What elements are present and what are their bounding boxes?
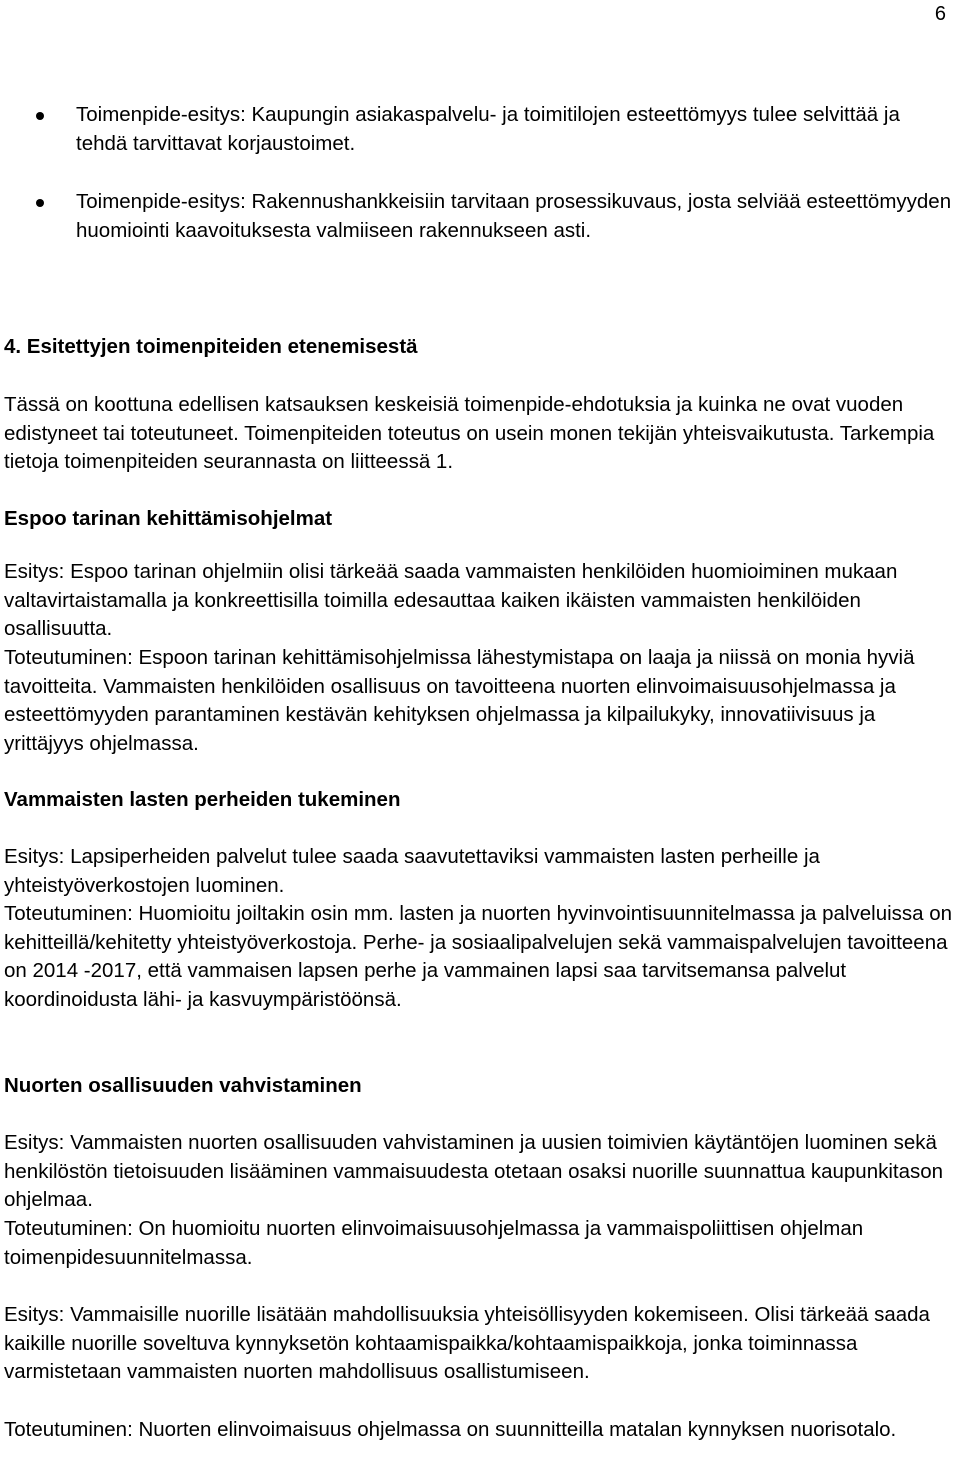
bullet-dot-icon — [36, 199, 44, 207]
status-paragraph: Toteutuminen: Nuorten elinvoimaisuus ohjelmassa on suunnitteilla matalan kynnyksen nuorisotalo. — [4, 1418, 897, 1441]
intro-paragraph: Tässä on koottuna edellisen katsauksen keskeisiä toimenpide-ehdotuksia ja kuinka ne ovat vuoden edistyneet tai toteutuneet. Toimenpiteiden toteutus on usein monen tekijän yhteisvaikutusta. Tarkempia tietoja toimenpiteiden seurannasta on liitteessä 1. — [4, 393, 935, 474]
subsection-heading: Vammaisten lasten perheiden tukeminen — [4, 788, 401, 811]
bullet-text: Toimenpide-esitys: Rakennushankkeisiin tarvitaan prosessikuvaus, josta selviää esteettömyyden huomiointi kaavoituksesta valmiiseen rakennukseen asti. — [76, 190, 952, 242]
bullet-text: Toimenpide-esitys: Kaupungin asiakaspalvelu- ja toimitilojen esteettömyys tulee selvittää ja tehdä tarvittavat korjaustoimet. — [76, 103, 900, 155]
list-item — [0, 101, 956, 158]
proposal-paragraph: Esitys: Lapsiperheiden palvelut tulee saada saavutettaviksi vammaisten lasten perheille ja yhteistyöverkostojen luominen. — [4, 845, 820, 897]
subsection-heading: Espoo tarinan kehittämisohjelmat — [4, 507, 333, 530]
bullet-dot-icon — [36, 112, 44, 120]
subsection-heading: Nuorten osallisuuden vahvistaminen — [4, 1074, 362, 1097]
section-heading: 4. Esitettyjen toimenpiteiden etenemisestä — [4, 335, 418, 358]
status-paragraph: Toteutuminen: On huomioitu nuorten elinvoimaisuusohjelmassa ja vammaispoliittisen ohjelman toimenpidesuunnitelmassa. — [4, 1217, 864, 1269]
proposal-paragraph: Esitys: Espoo tarinan ohjelmiin olisi tärkeää saada vammaisten henkilöiden huomioiminen mukaan valtavirtaistamalla ja konkreettisilla toimilla edesauttaa kaiken ikäisten vammaisten henkilöiden osallisuutta. — [4, 560, 898, 641]
status-paragraph: Toteutuminen: Espoon tarinan kehittämisohjelmissa lähestymistapa on laaja ja niissä on monia hyviä tavoitteita. Vammaisten henkilöiden osallisuus on tavoitteena nuorten elinvoimaisuusohjelmassa ja esteettömyyden parantaminen kestävän kehityksen ohjelmassa ja kilpailukyky, innovatiivisuus ja yrittäjyys ohjelmassa. — [4, 646, 915, 755]
proposal-paragraph: Esitys: Vammaisten nuorten osallisuuden vahvistaminen ja uusien toimivien käytäntöjen luominen sekä henkilöstön tietoisuuden lisääminen vammaisuudesta otetaan osaksi nuorille suunnattua kaupunkitason ohjelmaa. — [4, 1131, 944, 1212]
proposal-paragraph: Esitys: Vammaisille nuorille lisätään mahdollisuuksia yhteisöllisyyden kokemiseen. Olisi tärkeää saada kaikille nuorille soveltuva kynnyksetön kohtaamispaikka/kohtaamispaikkoja, jonka toiminnassa varmistetaan vammaisten nuorten mahdollisuus osallistumiseen. — [4, 1303, 930, 1384]
list-item — [0, 188, 956, 245]
page-number: 6 — [934, 3, 946, 25]
bullet-list — [0, 101, 960, 245]
status-paragraph: Toteutuminen: Huomioitu joiltakin osin mm. lasten ja nuorten hyvinvointisuunnitelmassa ja palveluissa on kehitteillä/kehitetty yhteistyöverkostoja. Perhe- ja sosiaalipalvelujen sekä vammaispalvelujen tavoitteena on 2014 -2017, että vammaisen lapsen perhe ja vammainen lapsi saa tarvitsemansa palvelut koordinoidusta lähi- ja kasvuympäristöönsä. — [4, 902, 953, 1011]
